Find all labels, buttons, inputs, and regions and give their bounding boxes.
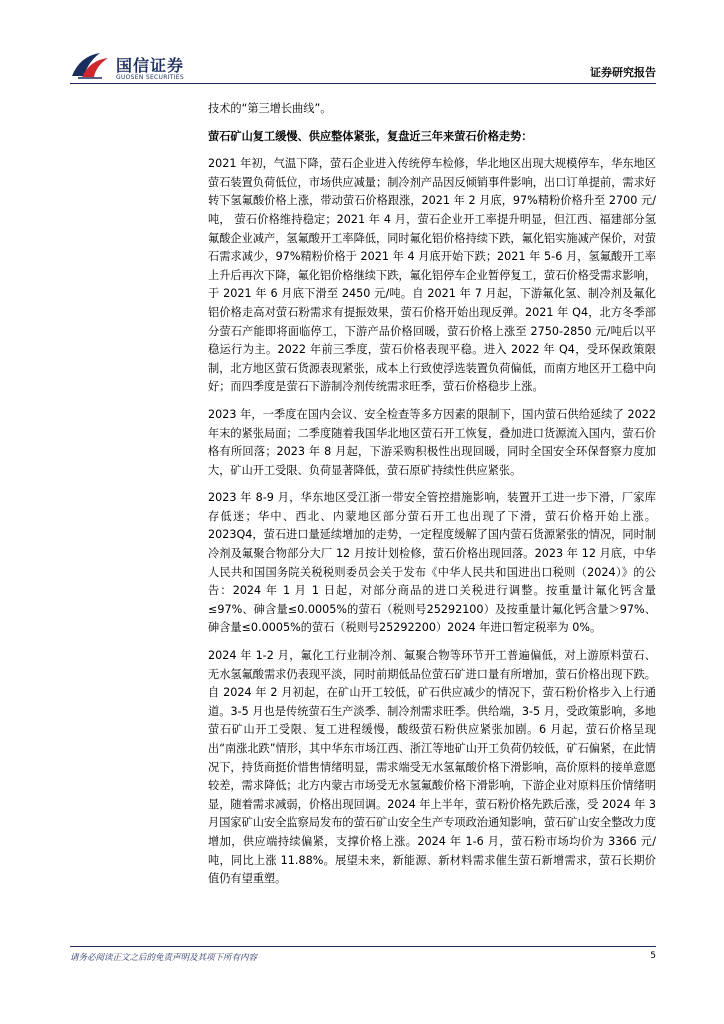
page-header <box>0 0 724 90</box>
report-body <box>208 100 656 898</box>
disclaimer-note: 请务必阅读正文之后的免责声明及其项下所有内容 <box>70 953 258 963</box>
company-logo <box>70 50 270 86</box>
body-paragraph: 2023 年，一季度在国内会议、安全检查等多方因素的限制下，国内萤石供给延续了 2022 年末的紧张局面；二季度随着我国华北地区萤石开工恢复，叠加进口货源流入国内，萤石价格有所回落；2023 年 8 月起，下游采购积极性出现回暖，同时全国安全环保督察力度加大，矿山开工受限、负荷显著降低，萤石原矿持续性供应紧张。 <box>208 407 656 477</box>
logo-name-en: GUOSEN SECURITIES <box>116 74 185 81</box>
section-heading: 萤石矿山复工缓慢、供应整体紧张，复盘近三年来萤石价格走势： <box>208 129 533 143</box>
logo-name-cn: 国信证券 <box>116 56 185 75</box>
footer-divider <box>70 946 656 947</box>
report-type-label: 证券研究报告 <box>590 66 656 79</box>
body-paragraph: 2021 年初，气温下降，萤石企业进入传统停车检修，华北地区出现大规模停车，华东地区萤石装置负荷低位，市场供应减量；制冷剂产品因反倾销事件影响，出口订单提前，需求好转下氢氟酸价格上涨，带动萤石价格跟涨，2021 年 2 月底，97%精粉价格升至 2700 元/吨， 萤石价格维持稳定；2021 年 4 月，萤石企业开工率提升明显，但江西、福建部分氢氟酸企业减产，氢氟酸开工率降低，同时氟化铝价格持续下跌，氟化铝实施减产保价，对萤石需求减少，97%精粉价格于 2021 年 4 月底开始下跌；2021 年 5-6 月，氢氟酸开工率上升后再次下降，氟化铝价格继续下跌，氟化铝停车企业暂停复工，萤石价格受需求影响，于 2021 年 6 月底下滑至 2450 元/吨。自 2021 年 7 月起，下游氟化氢、制冷剂及氟化铝价格走高对萤石粉需求有提振效果，萤石价格开始出现反弹。2021 年 Q4，北方冬季部分萤石产能即将面临停工，下游产品价格回暖，萤石价格上涨至 2750-2850 元/吨后以平稳运行为主。2022 年前三季度，萤石价格表现平稳。进入 2022 年 Q4，受环保政策限制，北方地区萤石货源表现紧张，成本上行致使浮选装置负荷偏低，而南方地区开工稳中向好；而四季度是萤石下游制冷剂传统需求旺季，萤石价格稳步上涨。 <box>208 157 656 394</box>
body-paragraph: 技术的“第三增长曲线”。 <box>208 102 332 115</box>
header-divider <box>70 83 656 84</box>
page-number: 5 <box>650 951 656 961</box>
logo-mark-icon <box>70 50 110 80</box>
body-paragraph: 2023 年 8-9 月，华东地区受江浙一带安全管控措施影响，装置开工进一步下滑，厂家库存低迷；华中、西北、内蒙地区部分萤石开工也出现了下滑，萤石价格开始上涨。2023Q4，萤石进口量延续增加的走势，一定程度缓解了国内萤石货源紧张的情况，同时制冷剂及氟聚合物部分大厂 12 月按计划检修，萤石价格出现回落。2023 年 12 月底，中华人民共和国国务院关税税则委员会关于发布《中华人民共和国进出口税则（2024）》的公告：2024 年 1 月 1 日起，对部分商品的进口关税进行调整。按重量计氟化钙含量≤97%、砷含量≤0.0005%的萤石（税则号25292100）及按重量计氟化钙含量＞97%、砷含量≤0.0005%的萤石（税则号25292200）2024 年进口暂定税率为 0%。 <box>208 491 656 635</box>
body-paragraph: 2024 年 1-2 月，氟化工行业制冷剂、氟聚合物等环节开工普遍偏低，对上游原料萤石、无水氢氟酸需求仍表现平淡，同时前期低品位萤石矿进口量有所增加，萤石价格出现下跌。自 2024 年 2 月初起，在矿山开工较低，矿石供应减少的情况下，萤石粉价格步入上行通道。3-5 月也是传统萤石生产淡季、制冷剂需求旺季。供给端，3-5 月，受政策影响，多地萤石矿山开工受限、复工进程缓慢，酸级萤石粉供应紧张加剧。6 月起，萤石价格呈现出“南涨北跌”情形，其中华东市场江西、浙江等地矿山开工负荷仍较低，矿石偏紧，在此情况下，持货商挺价惜售情绪明显，需求端受无水氢氟酸价格下滑影响，高价原料的接单意愿较差，需求降低；北方内蒙古市场受无水氢氟酸价格下滑影响，下游企业对原料压价情绪明显，随着需求减弱，价格出现回调。2024 年上半年，萤石粉价格先跌后涨，受 2024 年 3 月国家矿山安全监察局发布的萤石矿山安全生产专项政治通知影响，萤石矿山安全整改力度增加，供应端持续偏紧，支撑价格上涨。2024 年 1-6 月，萤石粉市场均价为 3366 元/吨，同比上涨 11.88%。展望未来，新能源、新材料需求催生萤石新增需求，萤石长期价值仍有望重塑。 <box>208 649 656 886</box>
